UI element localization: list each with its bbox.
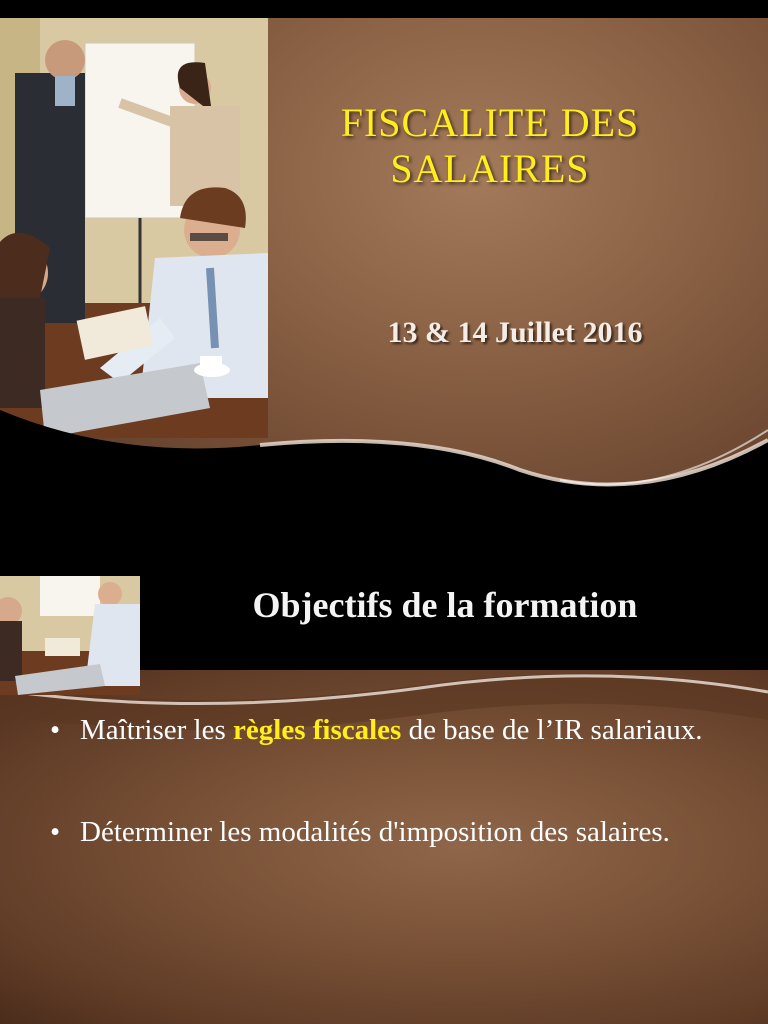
bullet-text-part: Déterminer les modalités d'imposition des salaires. (80, 816, 670, 848)
bullet-text (80, 712, 740, 748)
slide-title-2: Objectifs de la formation (252, 585, 638, 625)
bullet-text (80, 814, 740, 850)
meeting-thumbnail (0, 576, 140, 695)
bullet-text-part: Maîtriser les (80, 714, 234, 746)
bullet-text-part: de base de l’IR salariaux. (401, 714, 703, 746)
highlighted-term: règles fiscales (233, 714, 402, 746)
bullet-marker: • (50, 714, 61, 746)
list-item (50, 814, 740, 850)
event-date: 13 & 14 Juillet 2016 (387, 316, 643, 349)
list-item (50, 712, 740, 748)
slide-title (300, 100, 680, 192)
title-line-1: FISCALITE DES (340, 100, 640, 145)
objectives-slide (0, 540, 768, 1024)
title-line-2: SALAIRES (390, 146, 590, 191)
bullet-marker: • (50, 816, 61, 848)
thumbnail-illustration (0, 576, 140, 695)
objectives-list (50, 712, 740, 916)
